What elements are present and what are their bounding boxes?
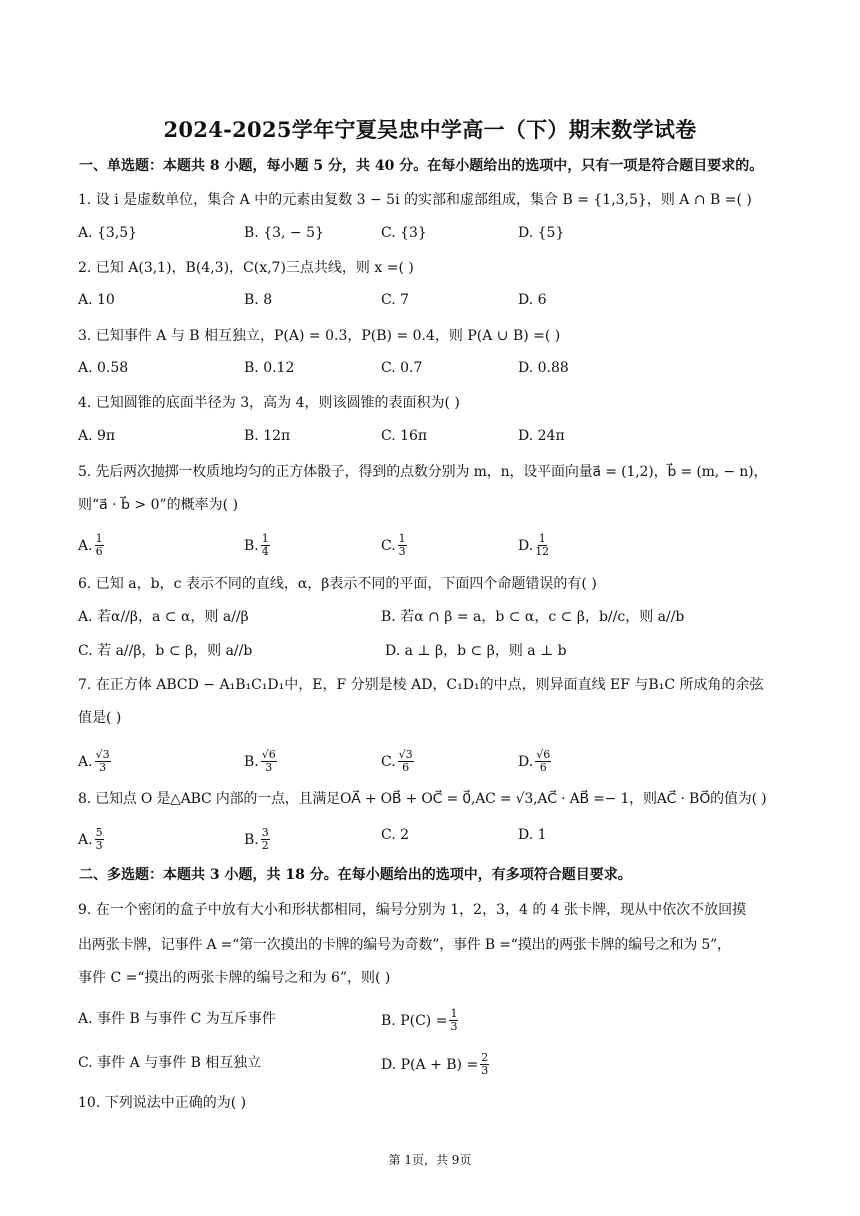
fraction-denominator: 3 [450,1020,458,1033]
option-a [78,749,111,774]
option-d: D. 0.88 [518,360,569,376]
question-4-text: 4. 已知圆锥的底面半径为 3，高为 4，则该圆锥的表面积为( ) [78,395,460,411]
option-c [381,749,414,774]
page-footer: 第 1页，共 9页 [388,1153,472,1167]
fraction-denominator: 6 [95,545,103,558]
question-7-text-line-1: 7. 在正方体 ABCD − A₁B₁C₁D₁中，E，F 分别是棱 AD，C₁D₁的中点，则异面直线 EF 与B₁C 所成角的余弦 [78,677,764,693]
fraction [261,827,270,852]
fraction [261,533,270,558]
question-5-text-line-2: 则“a⃗ · b⃗ > 0”的概率为( ) [78,497,239,513]
fraction-denominator: 4 [261,545,269,558]
option-c: C. 0.7 [381,360,423,376]
fraction-numerator: 3 [261,826,269,839]
fraction-denominator: 3 [265,761,273,774]
option-c: C. {3} [381,225,427,241]
fraction [449,1008,458,1033]
fraction-numerator: √3 [95,748,110,761]
option-label: D. P(A + B) = [381,1056,479,1073]
option-label: C. [381,753,396,770]
question-1-text: 1. 设 i 是虚数单位，集合 A 中的元素由复数 3 − 5i 的实部和虚部组成，集合 B = {1,3,5}，则 A ∩ B =( ) [78,192,752,208]
option-d [518,827,547,843]
option-d [518,749,551,774]
section-2-heading: 二、多选题：本题共 3 小题，共 18 分。在每小题给出的选项中，有多项符合题目要求。 [79,867,632,883]
question-5-text-line-1: 5. 先后两次抛掷一枚质地均匀的正方体骰子，得到的点数分别为 m，n，设平面向量a⃗ = (1,2)，b⃗ = (m, − n)， [78,464,768,480]
option-label: A. [78,831,93,848]
fraction-denominator: 2 [261,839,269,852]
option-b [244,827,270,852]
fraction-numerator: 2 [481,1051,489,1064]
option-a: A. 9π [78,428,116,444]
question-2-text: 2. 已知 A(3,1)，B(4,3)，C(x,7)三点共线，则 x =( ) [78,260,414,276]
option-d: D. {5} [518,225,565,241]
question-6-text: 6. 已知 a，b，c 表示不同的直线，α，β表示不同的平面，下面四个命题错误的有( ) [78,576,597,592]
option-label: A. [78,753,93,770]
exam-title: 2024-2025学年宁夏吴忠中学高一（下）期末数学试卷 [163,117,697,142]
question-9-options-row-2 [78,1051,798,1077]
option-b [381,1008,458,1033]
fraction-numerator: 1 [398,532,406,545]
option-label: A. 事件 B 与事件 C 为互斥事件 [78,1011,276,1027]
fraction-numerator: 1 [450,1007,458,1020]
question-8-text: 8. 已知点 O 是△ABC 内部的一点，且满足OA⃗ + OB⃗ + OC⃗ = 0⃗,AC = √3,AC⃗ · AB⃗ =− 1，则AC⃗ · BO⃗的值为( ) [78,791,767,807]
fraction-denominator: 6 [539,761,547,774]
option-b: B. {3, − 5} [244,225,324,241]
option-label: C. [381,537,396,554]
fraction-denominator: 3 [481,1064,489,1077]
question-1-options [78,225,798,245]
fraction-denominator: 12 [535,545,550,558]
fraction [398,533,407,558]
option-a [78,827,104,852]
fraction [261,749,277,774]
fraction-denominator: 3 [95,839,103,852]
option-b [244,533,270,558]
option-label: B. [244,831,259,848]
fraction-numerator: 1 [95,532,103,545]
fraction-numerator: √6 [536,748,551,761]
option-a: A. 10 [78,292,115,308]
option-c: C. 16π [381,428,428,444]
question-6-option-a: A. 若α//β，a ⊂ α，则 a//β [78,609,249,625]
question-5-options [78,532,798,558]
option-b [244,749,277,774]
question-3-options [78,360,798,380]
question-3-text: 3. 已知事件 A 与 B 相互独立，P(A) = 0.3，P(B) = 0.4，则 P(A ∪ B) =( ) [78,328,561,344]
fraction-denominator: 6 [402,761,410,774]
option-a: A. {3,5} [78,225,138,241]
option-b: B. 0.12 [244,360,295,376]
question-7-text-line-2: 值是( ) [78,710,122,726]
fraction-denominator: 3 [398,545,406,558]
fraction [535,749,551,774]
option-label: D. [518,753,534,770]
option-a [78,1008,276,1028]
question-6-option-d: D. a ⊥ β，b ⊂ β，则 a ⊥ b [385,643,567,659]
option-d: D. 6 [518,292,547,308]
option-label: D. [518,537,534,554]
option-label: A. [78,537,93,554]
option-c [381,533,407,558]
option-b: B. 8 [244,292,273,308]
question-7-options [78,748,798,774]
fraction [95,749,111,774]
fraction [535,533,549,558]
section-1-heading: 一、单选题：本题共 8 小题，每小题 5 分，共 40 分。在每小题给出的选项中，只有一项是符合题目要求的。 [79,158,764,174]
option-d: D. 24π [518,428,565,444]
fraction-numerator: 1 [261,532,269,545]
question-9-options-row-1 [78,1007,798,1033]
question-6-option-c: C. 若 a//β，b ⊂ β，则 a//b [78,643,253,659]
question-9-text-line-2: 出两张卡牌，记事件 A =“第一次摸出的卡牌的编号为奇数”，事件 B =“摸出的两张卡牌的编号之和为 5”， [78,937,731,953]
question-2-options [78,292,798,312]
fraction-numerator: √3 [398,748,413,761]
fraction [480,1052,489,1077]
question-9-text-line-3: 事件 C =“摸出的两张卡牌的编号之和为 6”，则( ) [78,970,391,986]
option-c [78,1052,261,1072]
option-label: D. 1 [518,827,547,843]
option-a: A. 0.58 [78,360,129,376]
option-a [78,533,104,558]
option-d [381,1052,489,1077]
option-c: C. 7 [381,292,410,308]
question-6-option-b: B. 若α ∩ β = a，b ⊂ α，c ⊂ β，b//c，则 a//b [381,609,685,625]
question-10-text: 10. 下列说法中正确的为( ) [78,1095,247,1111]
option-d [518,533,549,558]
option-label: B. [244,537,259,554]
fraction-denominator: 3 [99,761,107,774]
option-label: B. [244,753,259,770]
fraction [95,827,104,852]
option-label: B. P(C) = [381,1012,448,1029]
question-4-options [78,428,798,448]
fraction-numerator: 5 [95,826,103,839]
fraction-numerator: √6 [261,748,276,761]
fraction-numerator: 1 [538,532,546,545]
fraction [398,749,414,774]
fraction [95,533,104,558]
question-9-text-line-1: 9. 在一个密闭的盒子中放有大小和形状都相同，编号分别为 1，2，3，4 的 4 张卡牌，现从中依次不放回摸 [78,902,747,918]
option-label: C. 2 [381,827,410,843]
option-label: C. 事件 A 与事件 B 相互独立 [78,1055,262,1071]
option-b: B. 12π [244,428,291,444]
option-c [381,827,409,843]
question-8-options [78,826,798,852]
